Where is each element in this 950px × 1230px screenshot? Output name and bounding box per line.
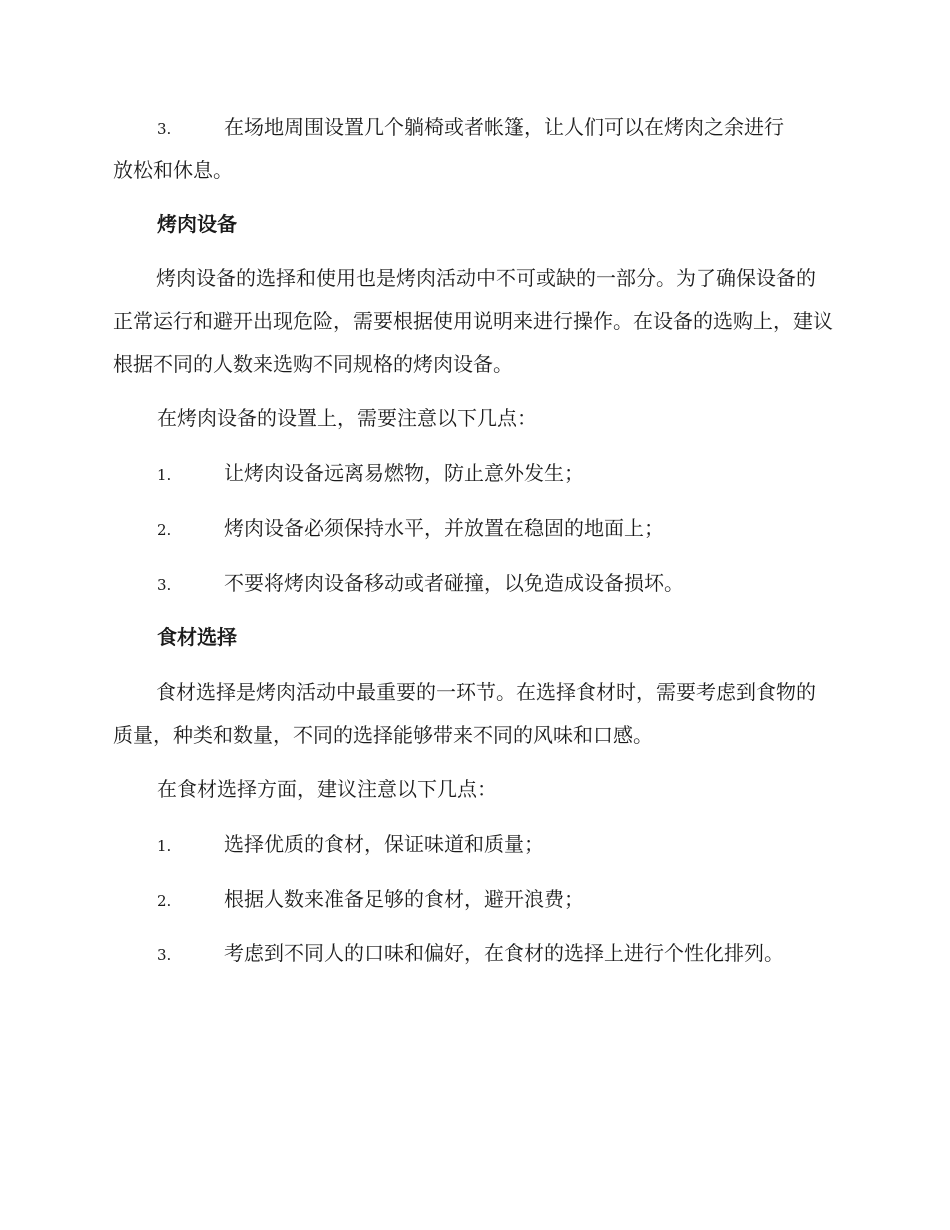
list-item-number: 3. — [157, 576, 172, 594]
list-item-text: 根据人数来准备足够的食材，避开浪费； — [224, 887, 584, 911]
list-item-text: 不要将烤肉设备移动或者碰撞，以免造成设备损坏。 — [224, 571, 684, 595]
list-item-text: 在场地周围设置几个躺椅或者帐篷，让人们可以在烤肉之余进行 — [224, 115, 784, 139]
list-item-number: 1. — [157, 466, 172, 484]
list-item-text: 让烤肉设备远离易燃物，防止意外发生； — [224, 461, 584, 485]
list-item-continuation: 放松和休息。 — [113, 158, 233, 182]
list-item — [157, 823, 837, 868]
section-heading-equipment: 烤肉设备 — [157, 212, 237, 236]
list-item-number: 1. — [157, 837, 172, 855]
paragraph: 在食材选择方面，建议注意以下几点： — [157, 777, 497, 801]
list-item-text: 选择优质的食材，保证味道和质量； — [224, 832, 544, 856]
list-item-text: 烤肉设备必须保持水平，并放置在稳固的地面上； — [224, 516, 664, 540]
paragraph: 烤肉设备的选择和使用也是烤肉活动中不可或缺的一部分。为了确保设备的正常运行和避开出现危险，需要根据使用说明来进行操作。在设备的选购上，建议根据不同的人数来选购不同规格的烤肉设备。 — [113, 266, 833, 376]
list-item — [157, 932, 837, 977]
section-heading-ingredients: 食材选择 — [157, 625, 237, 649]
list-item-number: 3. — [157, 946, 172, 964]
list-item — [157, 106, 837, 151]
list-item-number: 2. — [157, 892, 172, 910]
list-item — [157, 452, 837, 497]
paragraph: 在烤肉设备的设置上，需要注意以下几点： — [157, 406, 537, 430]
list-item — [157, 878, 837, 923]
list-item — [157, 507, 837, 552]
list-item-text: 考虑到不同人的口味和偏好，在食材的选择上进行个性化排列。 — [224, 941, 784, 965]
paragraph: 食材选择是烤肉活动中最重要的一环节。在选择食材时，需要考虑到食物的质量，种类和数量，不同的选择能够带来不同的风味和口感。 — [113, 680, 816, 747]
list-item-number: 2. — [157, 521, 172, 539]
list-item-number: 3. — [157, 120, 172, 138]
list-item — [157, 562, 837, 607]
